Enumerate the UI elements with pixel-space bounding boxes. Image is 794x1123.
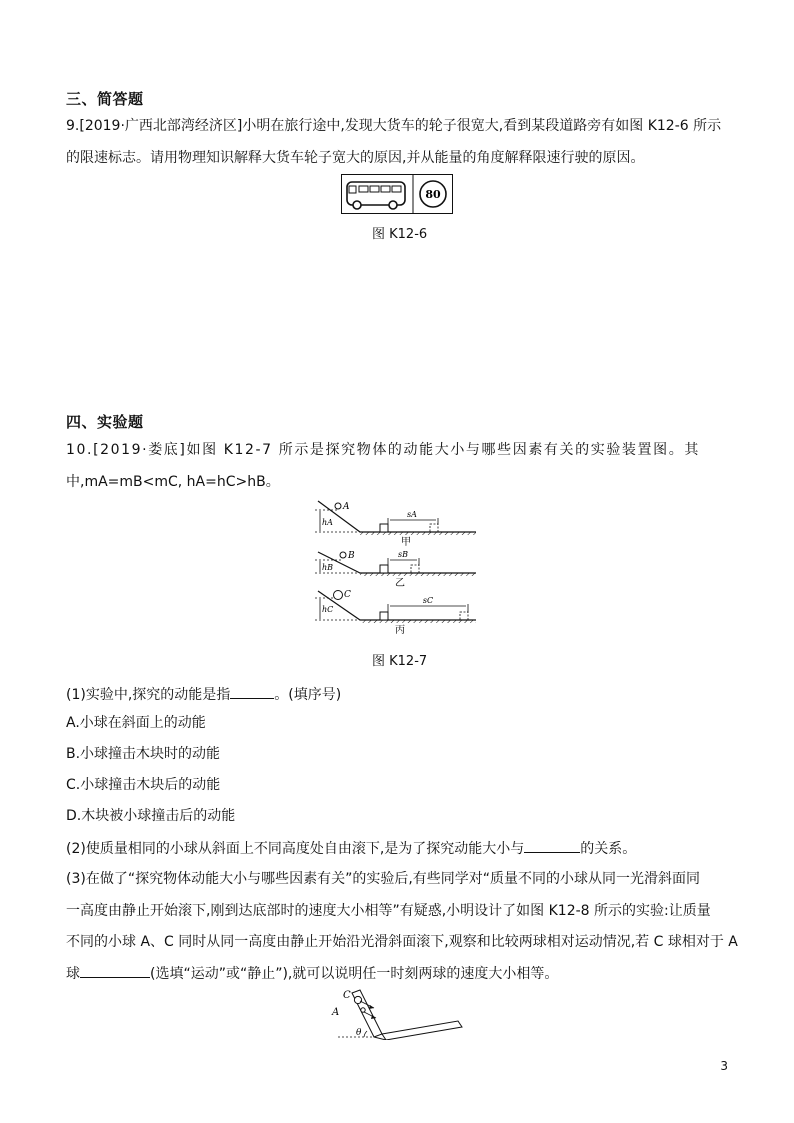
question-3-line-4 bbox=[66, 963, 558, 983]
distance-a-label: sA bbox=[407, 510, 417, 519]
ball-b bbox=[340, 552, 346, 558]
distance-c-label: sC bbox=[422, 596, 434, 605]
ball-b-label: B bbox=[348, 551, 355, 561]
option-a: A.小球在斜面上的动能 bbox=[66, 715, 206, 731]
figure-k12-6-speed-sign bbox=[341, 174, 453, 214]
section-heading-short-answer: 三、简答题 bbox=[66, 90, 144, 108]
section-heading-experiment: 四、实验题 bbox=[66, 413, 144, 431]
panel-bing bbox=[315, 590, 476, 636]
q10-text-line-2: 中,mA=mB<mC, hA=hC>hB。 bbox=[66, 474, 280, 490]
question-3-line-4-suffix: (选填“运动”或“静止”),就可以说明任一时刻两球的速度大小相等。 bbox=[150, 966, 559, 982]
question-1 bbox=[66, 684, 341, 704]
option-c: C.小球撞击木块后的动能 bbox=[66, 777, 221, 793]
question-2-prefix: (2)使质量相同的小球从斜面上不同高度处自由滚下,是为了探究动能大小与 bbox=[66, 841, 525, 857]
q9-text-line-1: 9.[2019·广西北部湾经济区]小明在旅行途中,发现大货车的轮子很宽大,看到某段道路旁有如图 K12-6 所示 bbox=[66, 118, 722, 134]
height-b-label: hB bbox=[322, 563, 334, 572]
question-3-line-3: 不同的小球 A、C 同时从同一高度由静止开始沿光滑斜面滚下,观察和比较两球相对运动情况,若 C 球相对于 A bbox=[66, 934, 738, 950]
option-b: B.小球撞击木块时的动能 bbox=[66, 746, 221, 762]
ball-a-label: A bbox=[332, 1007, 340, 1018]
answer-blank-3[interactable] bbox=[80, 963, 150, 978]
ball-c-label: C bbox=[344, 590, 351, 600]
panel-jia bbox=[315, 501, 476, 548]
question-2 bbox=[66, 838, 636, 858]
question-3-line-1: (3)在做了“探究物体动能大小与哪些因素有关”的实验后,有些同学对“质量不同的小球从同一光滑斜面同 bbox=[66, 871, 701, 887]
figure-k12-7-caption: 图 K12-7 bbox=[372, 654, 428, 669]
q10-text-line-1: 10.[2019·娄底]如图 K12-7 所示是探究物体的动能大小与哪些因素有关的实验装置图。其 bbox=[66, 442, 700, 458]
wood-block bbox=[380, 524, 388, 532]
height-c-label: hC bbox=[322, 605, 334, 614]
panel-yi bbox=[315, 550, 476, 589]
figure-k12-7-apparatus bbox=[312, 498, 480, 640]
q9-text-line-2: 的限速标志。请用物理知识解释大货车轮子宽大的原因,并从能量的角度解释限速行驶的原因。 bbox=[66, 150, 645, 166]
distance-b-label: sB bbox=[398, 550, 408, 559]
question-3-line-4-prefix: 球 bbox=[66, 966, 80, 982]
ball-a bbox=[335, 503, 341, 509]
page-number: 3 bbox=[720, 1059, 728, 1073]
panel-bing-label: 丙 bbox=[395, 625, 405, 636]
answer-blank-2[interactable] bbox=[524, 838, 580, 853]
height-a-label: hA bbox=[322, 518, 333, 527]
answer-blank-1[interactable] bbox=[230, 684, 274, 699]
question-3-line-2: 一高度由静止开始滚下,刚到达底部时的速度大小相等”有疑惑,小明设计了如图 K12-8 所示的实验:让质量 bbox=[66, 903, 711, 919]
figure-k12-6-caption: 图 K12-6 bbox=[372, 227, 428, 242]
option-d: D.木块被小球撞击后的动能 bbox=[66, 808, 236, 824]
panel-jia-label: 甲 bbox=[401, 537, 411, 548]
figure-k12-8-incline bbox=[330, 988, 464, 1040]
wood-block bbox=[380, 612, 388, 620]
question-1-suffix: 。(填序号) bbox=[274, 687, 342, 703]
wood-block bbox=[380, 565, 388, 573]
ball-a-label: A bbox=[343, 502, 350, 512]
ball-c bbox=[334, 591, 343, 600]
question-1-prefix: (1)实验中,探究的动能是指 bbox=[66, 687, 231, 703]
incline-ramp bbox=[352, 990, 462, 1040]
ball-c-label: C bbox=[343, 990, 351, 1001]
panel-yi-label: 乙 bbox=[395, 578, 405, 589]
ball-a bbox=[361, 1008, 365, 1012]
speed-limit-value: 80 bbox=[425, 188, 441, 201]
ball-c bbox=[354, 996, 361, 1003]
question-2-suffix: 的关系。 bbox=[580, 841, 637, 857]
angle-theta-label: θ bbox=[356, 1028, 362, 1038]
